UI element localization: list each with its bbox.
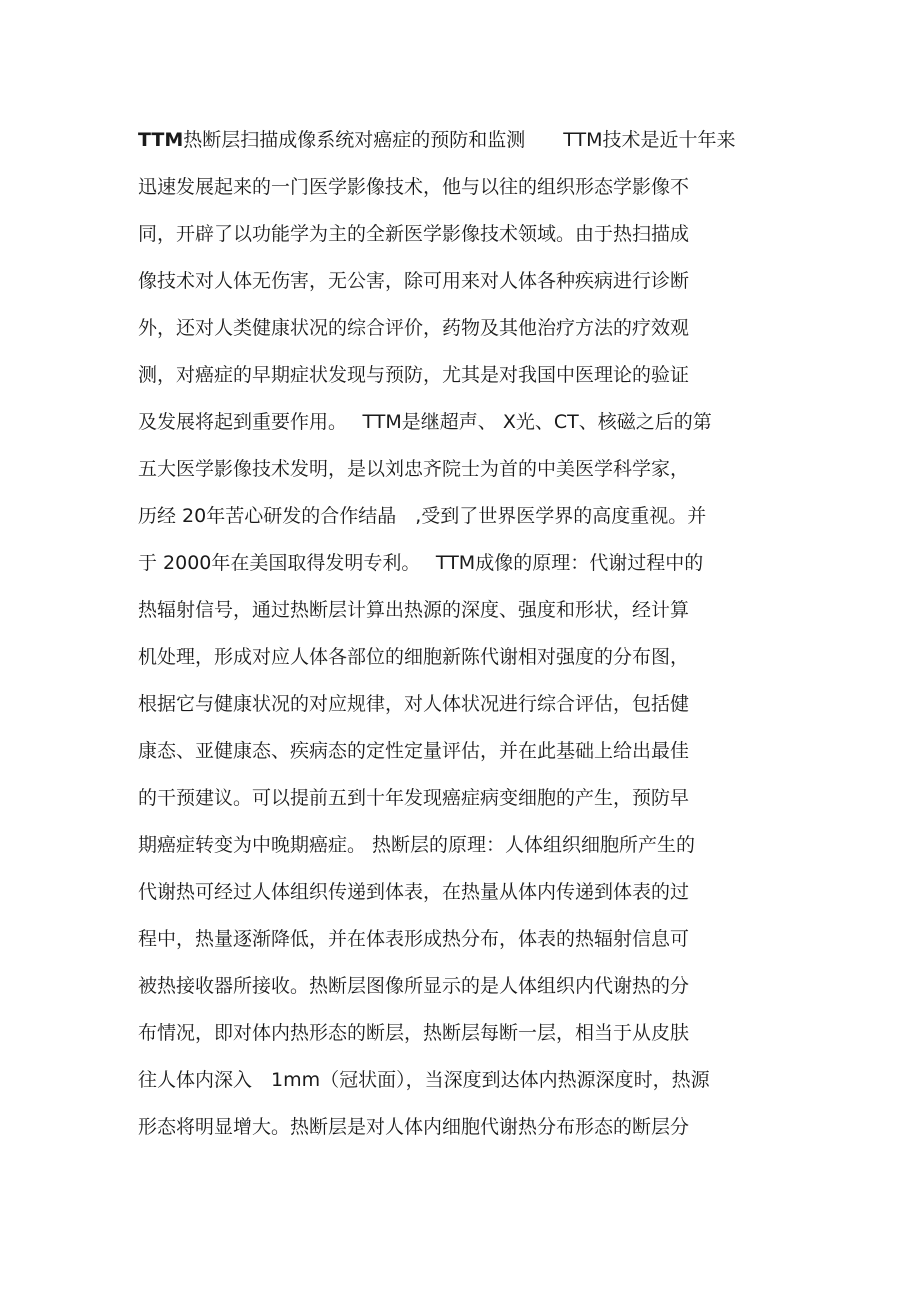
text-line: 根据它与健康状况的对应规律，对人体状况进行综合评估，包括健 bbox=[138, 693, 690, 715]
text-line: 热辐射信号，通过热断层计算出热源的深度、强度和形状，经计算 bbox=[138, 599, 690, 621]
text-line: 于 2000年在美国取得发明专利。 TTM成像的原理：代谢过程中的 bbox=[138, 552, 704, 574]
text-line: 往人体内深入 1mm（冠状面），当深度到达体内热源深度时，热源 bbox=[138, 1069, 710, 1091]
text-line bbox=[138, 124, 778, 171]
text-line: 代谢热可经过人体组织传递到体表，在热量从体内传递到体表的过 bbox=[138, 881, 690, 903]
text-line: 程中，热量逐渐降低，并在体表形成热分布，体表的热辐射信息可 bbox=[138, 928, 690, 950]
text-line: 被热接收器所接收。热断层图像所显示的是人体组织内代谢热的分 bbox=[138, 975, 690, 997]
text-line: 像技术对人体无伤害，无公害，除可用来对人体各种疾病进行诊断 bbox=[138, 270, 690, 292]
text-line: 机处理，形成对应人体各部位的细胞新陈代谢相对强度的分布图， bbox=[138, 646, 690, 668]
text-line-content: 热断层扫描成像系统对癌症的预防和监测 TTM技术是近十年来 bbox=[183, 129, 736, 151]
text-line: 同，开辟了以功能学为主的全新医学影像技术领域。由于热扫描成 bbox=[138, 223, 690, 245]
text-line: 测，对癌症的早期症状发现与预防，尤其是对我国中医理论的验证 bbox=[138, 364, 690, 386]
text-line: 期癌症转变为中晚期癌症。 热断层的原理：人体组织细胞所产生的 bbox=[138, 834, 696, 856]
body-text bbox=[138, 124, 778, 1158]
text-line: 历经 20年苦心研发的合作结晶 ,受到了世界医学界的高度重视。并 bbox=[138, 505, 707, 527]
text-line: 五大医学影像技术发明，是以刘忠齐院士为首的中美医学科学家， bbox=[138, 458, 690, 480]
text-line: 的干预建议。可以提前五到十年发现癌症病变细胞的产生，预防早 bbox=[138, 787, 690, 809]
text-line: 康态、亚健康态、疾病态的定性定量评估，并在此基础上给出最佳 bbox=[138, 740, 690, 762]
text-line: 迅速发展起来的一门医学影像技术，他与以往的组织形态学影像不 bbox=[138, 176, 690, 198]
text-line: 形态将明显增大。热断层是对人体内细胞代谢热分布形态的断层分 bbox=[138, 1116, 690, 1138]
text-line: 及发展将起到重要作用。 TTM是继超声、 X光、CT、核磁之后的第 bbox=[138, 411, 712, 433]
text-line: 布情况，即对体内热形态的断层，热断层每断一层，相当于从皮肤 bbox=[138, 1022, 690, 1044]
text-line: 外，还对人类健康状况的综合评价，药物及其他治疗方法的疗效观 bbox=[138, 317, 690, 339]
title-abbreviation: TTM bbox=[138, 129, 184, 151]
